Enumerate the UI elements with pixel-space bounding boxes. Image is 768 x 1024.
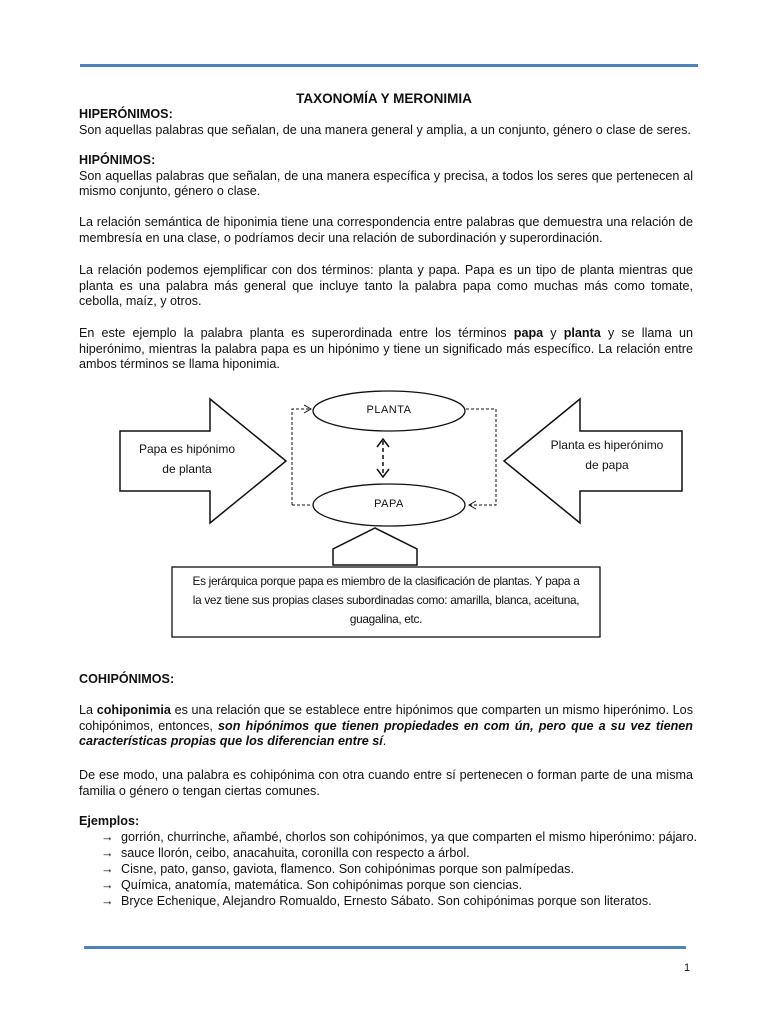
bottom-box-text [176, 572, 596, 629]
hiponimos-section [79, 153, 693, 200]
list-item [79, 845, 709, 861]
paragraph-ejemplo [79, 263, 693, 310]
coh-bold: cohiponimia [96, 703, 171, 717]
coh-emphasis: son hipónimos que tienen propiedades en com ún, pero que a su vez tienen características propias que los diferencian entre sí [79, 718, 693, 748]
top-rule [80, 64, 698, 67]
list-item [79, 829, 709, 845]
left-arrow-line2: de planta [162, 462, 212, 476]
hiperonimos-text: Son aquellas palabras que señalan, de una manera general y amplia, a un conjunto, género o clase de seres. [79, 122, 691, 137]
ejemplos-heading-block [79, 814, 693, 830]
bottom-box-line3: guagalina, etc. [349, 612, 423, 626]
list-item-text: gorrión, churrinche, añambé, chorlos son cohipónimos, ya que comparten el mismo hiperónimo: pájaro. [121, 830, 698, 844]
paragraph-hiponimia [79, 215, 693, 246]
paragraph-ejemplo-text: La relación podemos ejemplificar con dos términos: planta y papa. Papa es un tipo de planta mientras que planta es una palabra más general que incluye tanto la palabra papa como muchas más como tomate, cebolla, maíz, y otros. [79, 263, 693, 308]
list-item-text: Bryce Echenique, Alejandro Romualdo, Ernesto Sábato. Son cohipónimas porque son literatos. [121, 894, 652, 908]
cohiponimos-heading: COHIPÓNIMOS: [79, 672, 175, 686]
list-item [79, 861, 709, 877]
p3-part-a: En este ejemplo la palabra planta es superordinada entre los términos [79, 326, 514, 340]
paragraph-hiponimia-text: La relación semántica de hiponimia tiene una correspondencia entre palabras que demuestra una relación de membresía en una clase, o podríamos decir una relación de subordinación y superordinación. [79, 215, 693, 245]
coh-part-c: . [382, 734, 387, 748]
right-arrow-line2: de papa [585, 458, 629, 472]
list-item [79, 893, 709, 909]
arrow-icon: → [101, 878, 114, 892]
left-arrow-text [126, 439, 248, 479]
p3-part-b: y se llama un hiperónimo, mientras la palabra papa es un hipónimo y tiene un significado más específico. La relación entre ambos términos se llama hiponimia. [79, 326, 694, 371]
bottom-box-line2: la vez tiene sus propias clases subordinadas como: amarilla, blanca, aceituna, [192, 593, 580, 607]
up-arrow-shape [333, 528, 417, 565]
right-dashed-connector [466, 409, 496, 505]
hiponimos-heading: HIPÓNIMOS: [79, 153, 156, 167]
hiperonimos-heading: HIPERÓNIMOS: [79, 107, 173, 121]
ejemplos-heading: Ejemplos: [79, 814, 140, 828]
arrow-icon: → [101, 846, 114, 860]
list-item [79, 877, 709, 893]
cohiponimos-paragraph-2 [79, 768, 693, 799]
list-item-text: Química, anatomía, matemática. Son cohipónimas porque son ciencias. [121, 878, 523, 892]
list-item-text: Cisne, pato, ganso, gaviota, flamenco. Son cohipónimas porque son palmípedas. [121, 862, 574, 876]
cohiponimos-heading-block [79, 672, 693, 688]
hiponimos-text: Son aquellas palabras que señalan, de una manera específica y precisa, a todos los seres que pertenecen al mismo conjunto, género o clase. [79, 168, 693, 198]
p3-papa: papa [513, 326, 544, 340]
ejemplos-list [79, 829, 709, 909]
hiponimia-diagram [0, 385, 768, 645]
left-dashed-connector [292, 409, 310, 505]
page-number: 1 [684, 962, 691, 974]
coh-part-b: es una relación que se establece entre hipónimos que comparten un mismo hiperónimo. Los cohipónimos, entonces, [79, 703, 693, 733]
p3-planta: planta [563, 326, 601, 340]
arrow-icon: → [101, 862, 114, 876]
planta-label: PLANTA [366, 404, 412, 416]
page-title: TAXONOMÍA Y MERONIMIA [296, 91, 472, 106]
cohiponimos-paragraph-text [79, 703, 693, 750]
paragraph-superordinada-text [79, 326, 693, 373]
right-arrow-text [540, 435, 674, 475]
right-arrow-line1: Planta es hiperónimo [550, 438, 664, 452]
paragraph-superordinada [79, 326, 693, 373]
cohiponimos-paragraph-2-text: De ese modo, una palabra es cohipónima con otra cuando entre sí pertenecen o forman parte de una misma familia o género o tengan ciertas comunes. [79, 768, 693, 798]
arrow-icon: → [101, 894, 114, 908]
p3-y: y [543, 326, 564, 340]
hiperonimos-section [79, 107, 693, 138]
bottom-box-line1: Es jerárquica porque papa es miembro de la clasificación de plantas. Y papa a [192, 574, 580, 588]
coh-part-a: La [79, 703, 97, 717]
left-arrow-line1: Papa es hipónimo [138, 442, 236, 456]
list-item-text: sauce llorón, ceibo, anacahuita, coronilla con respecto a árbol. [121, 846, 470, 860]
cohiponimos-paragraph [79, 703, 693, 750]
arrow-icon: → [101, 830, 114, 844]
papa-label: PAPA [374, 498, 404, 510]
bottom-rule [84, 946, 686, 949]
